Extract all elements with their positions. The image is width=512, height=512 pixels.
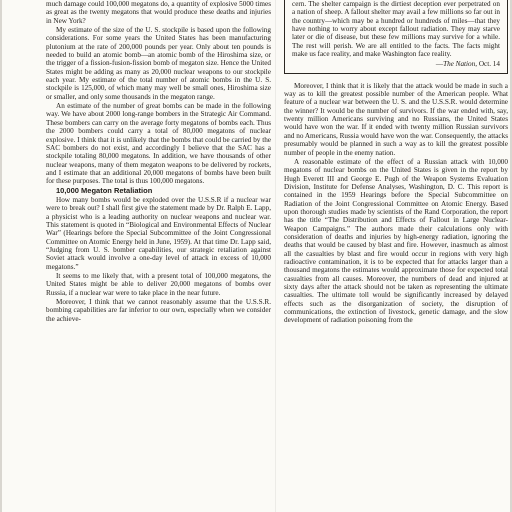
body-paragraph: How many bombs would be exploded over the U.S.S.R if a nuclear war were to break out? I shall first give the statement made by Dr. Ralph E. Lapp, a physicist who is a leading authority on nuclear weapons and nuclear war. This statement is quoted in “Biological and Environmental Effects of Nuclear War” (Hearings before the Special Subcommittee of the Joint Congressional Committee on Atomic Energy held in June, 1959). At that time Dr. Lapp said, “Judging from U. S. bomber capabilities, our strategic retaliation against Soviet attack would involve a one-day level of attack in excess of 10,000 megatons.” (46, 195, 271, 271)
left-column (46, 0, 271, 512)
quote-box (284, 0, 508, 74)
quote-source-date: , Oct. 14 (475, 60, 500, 69)
body-paragraph: An estimate of the number of great bombs can be made in the following way. We have about 2000 long-range bombers in the Strategic Air Command. These bombers can carry on the average forty megatons of bombs each. Thus the 2000 bombers could carry a total of 80,000 megatons of nuclear explosive. I think that it is unlikely that the bombs that could be carried by the SAC bombers do not exist, and accordingly I believe that the SAC has a stockpile totaling 80,000 megatons. In addition, we have thousands of other nuclear weapons, many of them megaton weapons to be delivered by rockets, and I estimate that an additional 20,000 megatons of bombs have been built for these purposes. The total is thus 100,000 megatons. (46, 102, 271, 186)
section-heading: 10,000 Megaton Retaliation (56, 185, 153, 195)
quote-paragraph: cern. The shelter campaign is the dirtiest deception ever perpetrated on a nation of sheep. A fallout shelter may avail a few millions so far out in the country—which may be a hundred or hundreds of miles—that they have nothing to worry about except fallout radiation. They may starve later or die of disease, but these few millions may survive for a while. The rest will perish. We are all entitled to the facts. The facts might make us face reality, and make Washington face reality. (292, 0, 500, 59)
body-paragraph: Moreover, I think that it is likely that the attack would be made in such a way as to kill the greatest possible number of the American people. What feature of a nuclear war between the U. S. and the U.S.S.R. would determine the winner? It would be the number of survivors. If the war ended with, say, twenty million Americans surviving and no Russians, the United States would have won the war. If it ended with twenty million Russian survivors and no Americans, Russia would have won the war. Consequently, the attacks presumably would be planned in such a way as to kill the greatest possible number of people in the enemy nation. (284, 81, 508, 157)
column-gutter (275, 0, 276, 512)
body-paragraph: My estimate of the size of the U. S. stockpile is based upon the following considerations. For some years the United States has been manufacturing plutonium at the rate of 200,000 pounds per year. Only about ten pounds is needed to build an atomic bomb—an atomic bomb of the Hiroshima size, or the trigger of a fission-fusion-fission bomb of megaton size. Hence the United States might be adding as many as 20,000 nuclear weapons to our stockpile each year. My estimate of the total number of atomic bombs in the U. S. stockpile is 125,000, of which many may well be small ones, Hiroshima size or smaller, and only some thousands in the megaton range. (46, 26, 271, 101)
body-paragraph: Moreover, I think that we cannot reasonably assume that the U.S.S.R. bombing capabilities are far inferior to our own, especially when we consider the achieve- (46, 298, 271, 323)
body-paragraph: It seems to me likely that, with a present total of 100,000 megatons, the United States might be able to deliver 20,000 megatons of bombs over Russia, if a nuclear war were to take place in the near future. (46, 272, 271, 297)
body-paragraph: much damage could 100,000 megatons do, a quantity of explosive 5000 times as great as the twenty megatons that would produce these deaths and injuries in New York? (46, 0, 271, 25)
quote-source (292, 60, 500, 68)
magazine-page (2, 0, 510, 512)
right-column (284, 0, 508, 512)
quote-source-publication: The Nation (443, 60, 476, 69)
quote-source-dash: — (435, 60, 444, 69)
body-paragraph: A reasonable estimate of the effect of a Russian attack with 10,000 megatons of nuclear bombs on the United States is given in the report by Hugh Everett III and George E. Pugh of the Weapon Systems Evaluation Division, Institute for Defense Analyses, Washington, D. C. This report is contained in the 1959 Hearings before the Special Subcommittee on Radiation of the Joint Congressional Committee on Atomic Energy. Based upon thorough studies made by scientists of the Rand Corporation, the report has the title “The Distribution and Effects of Fallout in Large Nuclear-Weapon Campaigns.” The authors made their calculations only with consideration of deaths and injuries by high-energy radiation, ignoring the deaths that would be caused by blast and fire. However, inasmuch as almost all the casualties by blast and fire would occur in regions with very high radioactive contamination, it is to be expected that for attacks larger than a thousand megatons the estimates would approximate those for expected total casualties from all causes. Moreover, the numbers of dead and injured at sixty days after the attack should not be taken as representing the ultimate casualties. The ultimate toll would be significantly increased by delayed effects such as the disorganization of society, the disruption of communications, the extinction of livestock, genetic damage, and the slow development of radiation poisoning from the (284, 157, 508, 325)
